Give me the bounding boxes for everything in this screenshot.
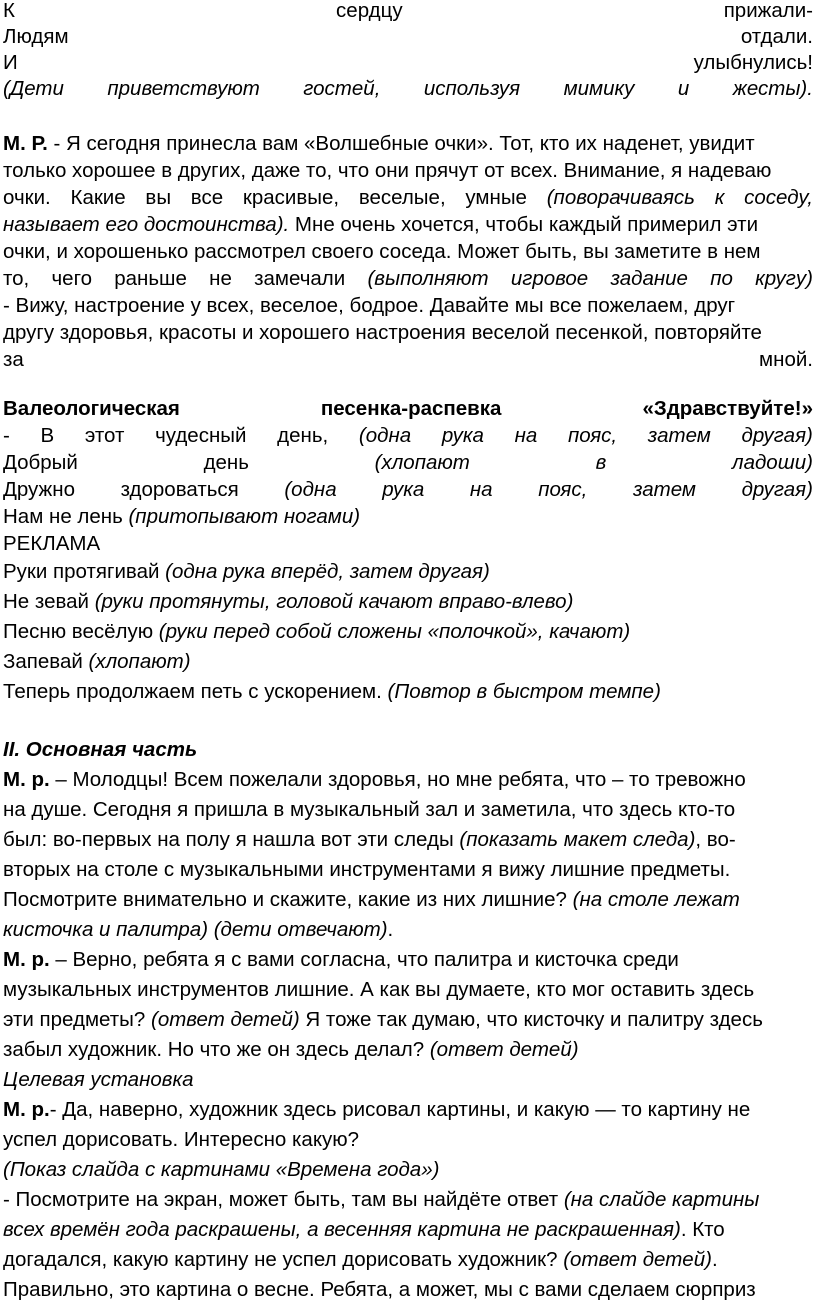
para-word: Какие <box>70 186 126 209</box>
song-line-1 <box>3 422 813 449</box>
poem-stage-direction <box>3 76 813 102</box>
para-italic: всех времён года раскрашены, а весенняя картина не раскрашенная) <box>3 1218 681 1241</box>
para-italic: (показать макет следа) <box>459 828 696 851</box>
song-text: Руки протягивай <box>3 560 166 583</box>
target-heading-text: Целевая установка <box>3 1068 194 1091</box>
para-word: то, <box>3 267 30 290</box>
para-text: другу здоровья, красоты и хорошего настроения веселой песенкой, повторяйте <box>3 321 762 344</box>
song-line-4 <box>3 503 813 530</box>
song-word: другая) <box>741 478 813 501</box>
para-text: , во- <box>695 828 736 851</box>
song-word: Дружно <box>3 478 75 501</box>
main-section <box>3 735 813 1305</box>
para-text: - Посмотрите на экран, может быть, там вы найдёте ответ <box>3 1188 564 1211</box>
poem-word: прижали- <box>723 0 813 22</box>
song-word: этот <box>84 424 125 447</box>
poem-word: И <box>3 51 18 74</box>
para-word: к <box>714 186 725 209</box>
main-p1-line-3 <box>3 825 813 855</box>
song-text: Песню весёлую <box>3 620 159 643</box>
main-p1-line-1 <box>3 765 813 795</box>
direction-word: мимику <box>563 77 635 100</box>
song-line-2 <box>3 449 813 476</box>
para1-line-8 <box>3 319 813 346</box>
song-direction: (одна рука вперёд, затем другая) <box>165 560 490 583</box>
spacer <box>3 102 813 130</box>
para-word: за <box>3 348 24 371</box>
para-text: только хорошее в других, даже то, что они прячут от всех. Внимание, я надеваю <box>3 159 772 182</box>
para-word: кругу) <box>755 267 813 290</box>
para-word: все <box>190 186 224 209</box>
para-word: задание <box>610 267 688 290</box>
song-text: Запевай <box>3 650 89 673</box>
main-p1-line-4 <box>3 855 813 885</box>
song-word: затем <box>632 478 696 501</box>
poem-word: Людям <box>3 25 69 48</box>
speaker-label: М. р. <box>3 768 50 791</box>
para1-line-1 <box>3 130 813 157</box>
para-text: был: во-первых на полу я нашла вот эти следы <box>3 828 460 851</box>
song-direction: (руки протянуты, головой качают вправо-влево) <box>94 590 574 613</box>
para1-line-5 <box>3 238 813 265</box>
song-word: в <box>595 451 607 474</box>
speaker-label: М. р. <box>3 1098 50 1121</box>
para-text: вторых на столе с музыкальными инструментами я вижу лишние предметы. <box>3 858 731 881</box>
para-word: соседу, <box>744 186 813 209</box>
para-text: забыл художник. Но что же он здесь делал? <box>3 1038 430 1061</box>
main-p3-line-2 <box>3 1125 813 1155</box>
song-word: рука <box>382 478 425 501</box>
para-italic: называет его достоинства). <box>3 213 290 236</box>
para-italic: (ответ детей) <box>429 1038 579 1061</box>
para-word: замечали <box>254 267 346 290</box>
para-italic: (на столе лежат <box>572 888 740 911</box>
song-word: затем <box>647 424 711 447</box>
para-italic: (ответ детей) <box>151 1008 300 1031</box>
song-line-9 <box>3 677 813 707</box>
para-word: умные <box>465 186 527 209</box>
song-line-7 <box>3 617 813 647</box>
para-text: – Молодцы! Всем пожелали здоровья, но мне ребята, что – то тревожно <box>49 768 746 791</box>
target-heading <box>3 1065 813 1095</box>
section-heading <box>3 735 813 765</box>
para-word: раньше <box>114 267 187 290</box>
song-line-3 <box>3 476 813 503</box>
song-ad-label <box>3 530 813 557</box>
poem-word: отдали. <box>740 25 813 48</box>
main-p3-line-7 <box>3 1275 813 1305</box>
main-p2-line-4 <box>3 1035 813 1065</box>
song-word: на <box>514 424 538 447</box>
poem-word: сердцу <box>336 0 403 22</box>
song-text: Не зевай <box>3 590 95 613</box>
para-italic: (Показ слайда с картинами «Времена года») <box>3 1158 440 1181</box>
poem-line-1 <box>3 0 813 24</box>
para-word: веселые, <box>358 186 446 209</box>
para-word: (поворачиваясь <box>546 186 695 209</box>
song-line-5 <box>3 557 813 587</box>
song-word: другая) <box>741 424 813 447</box>
ad-label: РЕКЛАМА <box>3 532 101 555</box>
para1-line-4 <box>3 211 813 238</box>
para-text: очки, и хорошенько рассмотрел своего соседа. Может быть, вы заметите в нем <box>3 240 761 263</box>
poem-word: улыбнулись! <box>693 51 813 74</box>
song-title-word: Валеологическая <box>3 397 180 420</box>
para-word: очки. <box>3 186 51 209</box>
poem-line-3 <box>3 50 813 76</box>
song-word: пояс, <box>538 478 588 501</box>
para-italic: (на слайде картины <box>563 1188 760 1211</box>
song-word: день, <box>277 424 329 447</box>
poem-line-2 <box>3 24 813 50</box>
song-text: Нам не лень <box>3 505 129 528</box>
main-p2-line-2 <box>3 975 813 1005</box>
direction-word: и <box>677 77 690 100</box>
song-title <box>3 395 813 422</box>
song-line-6 <box>3 587 813 617</box>
song-word: день <box>203 451 249 474</box>
main-p1-line-2 <box>3 795 813 825</box>
main-p1-line-5 <box>3 885 813 915</box>
main-p3-line-5 <box>3 1215 813 1245</box>
direction-word: жесты). <box>732 77 813 100</box>
para-text: Посмотрите внимательно и скажите, какие из них лишние? <box>3 888 573 911</box>
para1-line-6 <box>3 265 813 292</box>
para-text: – Верно, ребята я с вами согласна, что палитра и кисточка среди <box>49 948 679 971</box>
para1-line-7 <box>3 292 813 319</box>
song-word: (одна <box>358 424 412 447</box>
main-p3-line-1 <box>3 1095 813 1125</box>
song-text: Теперь продолжаем петь с ускорением. <box>3 680 388 703</box>
para1-line-9 <box>3 346 813 373</box>
para-text: успел дорисовать. Интересно какую? <box>3 1128 360 1151</box>
main-p1-line-6 <box>3 915 813 945</box>
speaker-label: М. р. <box>3 948 50 971</box>
song-title-word: песенка-распевка <box>320 397 502 420</box>
main-p2-line-1 <box>3 945 813 975</box>
para-word: не <box>209 267 232 290</box>
song-title-word: «Здравствуйте!» <box>642 397 813 420</box>
poem-word: К <box>3 0 15 22</box>
para-word: игровое <box>510 267 589 290</box>
para-text: - Вижу, настроение у всех, веселое, бодрое. Давайте мы все пожелаем, друг <box>3 294 736 317</box>
para-text: . <box>387 918 394 941</box>
para-word: (выполняют <box>367 267 489 290</box>
song-word: здороваться <box>120 478 239 501</box>
para-text: музыкальных инструментов лишние. А как вы думаете, кто мог оставить здесь <box>3 978 755 1001</box>
para-text: эти предметы? <box>3 1008 151 1031</box>
para-word: красивые, <box>242 186 340 209</box>
song-word: (хлопают <box>374 451 470 474</box>
para-text: . Кто <box>680 1218 725 1241</box>
song-direction: (хлопают) <box>88 650 191 673</box>
speaker-label: М. Р. <box>3 132 48 155</box>
spacer <box>3 373 813 395</box>
para-italic: (ответ детей) <box>563 1248 712 1271</box>
para-text: Я тоже так думаю, что кисточку и палитру здесь <box>299 1008 763 1031</box>
para-word: мной. <box>759 348 813 371</box>
para-text: . <box>711 1248 718 1271</box>
song-direction: (Повтор в быстром темпе) <box>387 680 661 703</box>
para-word: чего <box>51 267 93 290</box>
section-heading-text: II. Основная часть <box>3 738 198 761</box>
para1-line-3 <box>3 184 813 211</box>
song-word: - <box>3 424 10 447</box>
song-word: ладоши) <box>732 451 813 474</box>
main-p2-line-3 <box>3 1005 813 1035</box>
song-word: В <box>40 424 55 447</box>
song-word: Добрый <box>3 451 78 474</box>
para-text: - Да, наверно, художник здесь рисовал картины, и какую — то картину не <box>49 1098 751 1121</box>
direction-word: используя <box>423 77 521 100</box>
song-direction: (руки перед собой сложены «полочкой», качают) <box>158 620 631 643</box>
direction-word: (Дети <box>3 77 64 100</box>
para-text: Правильно, это картина о весне. Ребята, а может, мы с вами сделаем сюрприз <box>3 1278 756 1301</box>
song-word: (одна <box>284 478 337 501</box>
direction-word: гостей, <box>303 77 381 100</box>
para-italic: кисточка и палитра) (дети отвечают) <box>3 918 388 941</box>
song-word: чудесный <box>155 424 247 447</box>
song-word: пояс, <box>567 424 618 447</box>
para-text: на душе. Сегодня я пришла в музыкальный зал и заметила, что здесь кто-то <box>3 798 736 821</box>
song-direction: (притопывают ногами) <box>128 505 361 528</box>
song-word: рука <box>441 424 484 447</box>
para1-line-2 <box>3 157 813 184</box>
spacer <box>3 707 813 735</box>
para-word: вы <box>145 186 172 209</box>
para-text: Мне очень хочется, чтобы каждый примерил эти <box>289 213 759 236</box>
main-p3-line-4 <box>3 1185 813 1215</box>
direction-word: приветствуют <box>107 77 260 100</box>
para-text: догадался, какую картину не успел дорисовать художник? <box>3 1248 564 1271</box>
song-line-8 <box>3 647 813 677</box>
song-continuation <box>3 557 813 707</box>
song-word: на <box>469 478 493 501</box>
para-text: - Я сегодня принесла вам «Волшебные очки». Тот, кто их наденет, увидит <box>47 132 755 155</box>
para-word: по <box>710 267 733 290</box>
main-p3-line-3 <box>3 1155 813 1185</box>
